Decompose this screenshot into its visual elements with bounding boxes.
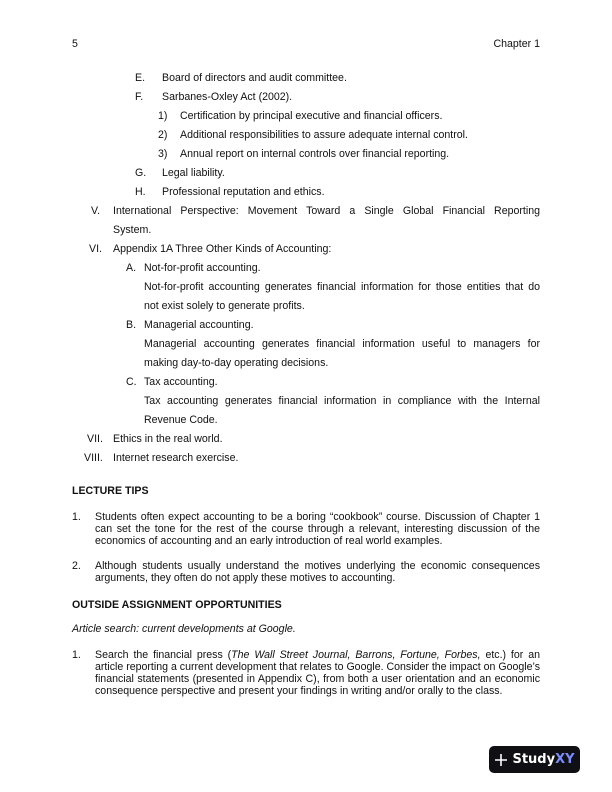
list-item-text-part: etc.) for an article reporting a current development that relates to Google. Consider the impact on Google’s financial statements (presented in Appendix C), from both a user orientation and an economic consequence perspective and present your findings in writing and/or orally to the class. xyxy=(95,649,540,697)
outline-item: Ethics in the real world. xyxy=(113,433,223,445)
outline-item: Certification by principal executive and financial officers. xyxy=(180,110,443,122)
outline-item: Additional responsibilities to assure adequate internal control. xyxy=(180,129,468,141)
outline-marker: H. xyxy=(135,186,146,198)
outline-item: Legal liability. xyxy=(162,167,225,179)
list-number: 1. xyxy=(72,511,81,523)
studyxy-logo xyxy=(489,746,580,773)
outline-marker: VII. xyxy=(87,433,103,445)
outline-item: Professional reputation and ethics. xyxy=(162,186,325,198)
plus-icon xyxy=(494,753,508,767)
outline-marker: B. xyxy=(126,319,137,331)
outline-marker: 3) xyxy=(158,148,168,160)
outline-item: Annual report on internal controls over financial reporting. xyxy=(180,148,450,160)
outline-description: Not-for-profit accounting generates financial information for those entities that do xyxy=(144,281,540,293)
list-item-text: Students often expect accounting to be a boring “cookbook” course. Discussion of Chapter 1 can set the tone for the rest of the course through a relevant, interesting discussion of the economics of accounting and an early introduction of real world examples. xyxy=(95,511,540,547)
section-subheading: Article search: current developments at Google. xyxy=(72,623,296,635)
outline-description: Managerial accounting generates financial information useful to managers for xyxy=(144,338,540,350)
outline-marker: VI. xyxy=(89,243,102,255)
logo-text: Study xyxy=(512,752,556,767)
outline-item-continued: System. xyxy=(113,224,152,236)
outline-item: Board of directors and audit committee. xyxy=(162,72,347,84)
outline-marker: A. xyxy=(126,262,137,274)
outline-marker: 1) xyxy=(158,110,168,122)
publication-titles: The Wall Street Journal, Barrons, Fortune, Forbes, xyxy=(231,649,481,661)
outline-marker: G. xyxy=(135,167,147,179)
logo-text-accent: XY xyxy=(555,752,575,767)
outline-item: Appendix 1A Three Other Kinds of Accounting: xyxy=(113,243,332,255)
chapter-label: Chapter 1 xyxy=(493,38,540,50)
outline-description: not exist solely to generate profits. xyxy=(144,300,305,312)
outline-marker: V. xyxy=(91,205,101,217)
outline-item: Not-for-profit accounting. xyxy=(144,262,261,274)
list-item-text: Although students usually understand the motives underlying the economic consequences arguments, they often do not apply these motives to accounting. xyxy=(95,560,540,584)
outline-description: Revenue Code. xyxy=(144,414,218,426)
outline-item: Sarbanes-Oxley Act (2002). xyxy=(162,91,293,103)
list-item-text xyxy=(95,649,540,697)
outline-description: Tax accounting generates financial information in compliance with the Internal xyxy=(144,395,540,407)
outline-marker: C. xyxy=(126,376,137,388)
outline-marker: 2) xyxy=(158,129,168,141)
list-number: 1. xyxy=(72,649,81,661)
outline-marker: E. xyxy=(135,72,146,84)
outline-item: Tax accounting. xyxy=(144,376,218,388)
outline-description: making day-to-day operating decisions. xyxy=(144,357,329,369)
outline-marker: VIII. xyxy=(84,452,103,464)
page-number: 5 xyxy=(72,38,78,50)
list-number: 2. xyxy=(72,560,81,572)
outline-item: Internet research exercise. xyxy=(113,452,239,464)
section-heading: OUTSIDE ASSIGNMENT OPPORTUNITIES xyxy=(72,599,282,611)
outline-marker: F. xyxy=(135,91,144,103)
outline-item: Managerial accounting. xyxy=(144,319,254,331)
list-item-text-part: Search the financial press ( xyxy=(95,649,232,661)
section-heading: LECTURE TIPS xyxy=(72,485,149,497)
outline-item: International Perspective: Movement Toward a Single Global Financial Reporting xyxy=(113,205,540,217)
